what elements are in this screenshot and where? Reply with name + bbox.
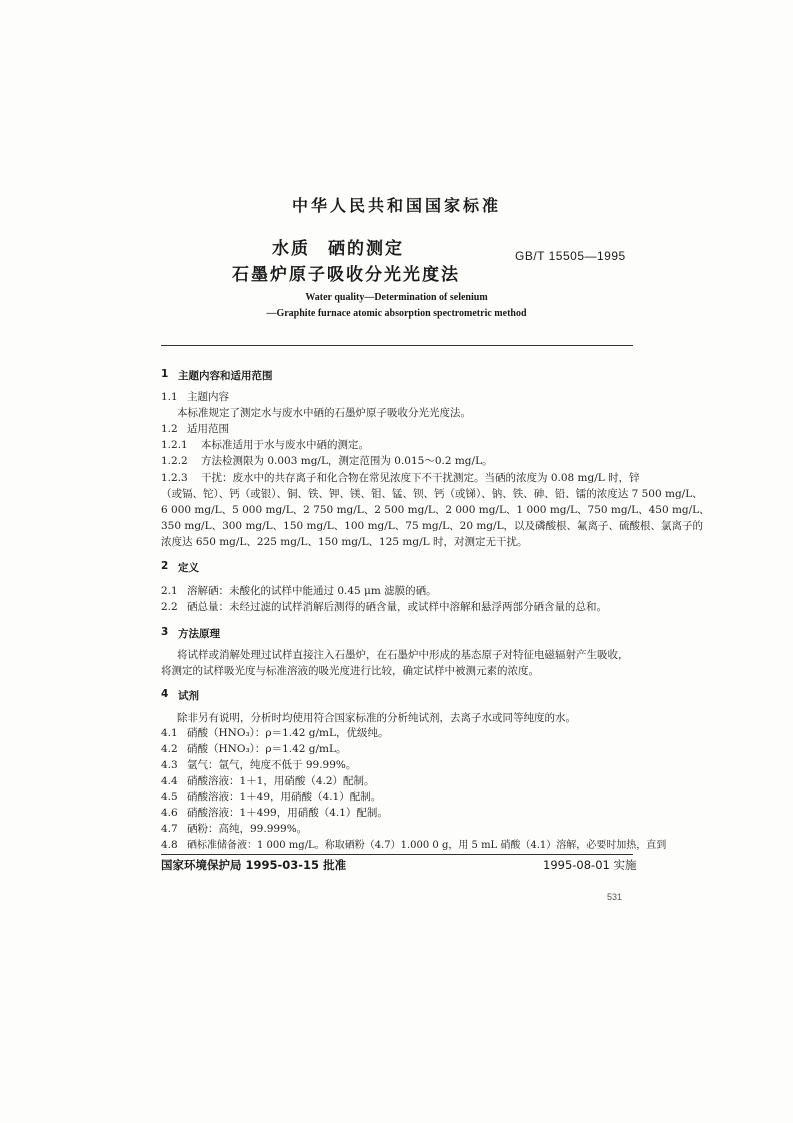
english-title-line1: Water quality—Determination of selenium (305, 292, 488, 303)
section-2-2-number: 2.2 (161, 601, 178, 613)
issuing-organization: 中华人民共和国国家标准 (291, 196, 501, 215)
section-3-title: 方法原理 (178, 628, 220, 640)
section-1-1-title: 主题内容 (187, 391, 229, 403)
reagent-4-3-number: 4.3 (161, 759, 178, 771)
section-2-2-body: 硒总量：未经过滤的试样消解后测得的硒含量，或试样中溶解和悬浮两部分硒含量的总和。 (187, 601, 607, 613)
reagent-4-1-body: 硝酸（HNO₃）：ρ＝1.42 g/mL，优级纯。 (187, 727, 389, 739)
section-1-2-3-line3: 6 000 mg/L、5 000 mg/L、2 750 mg/L、2 500 mg/L、2 000 mg/L、1 000 mg/L、750 mg/L、450 mg/L、 (161, 504, 710, 516)
reagent-4-5-number: 4.5 (161, 791, 178, 803)
reagent-4-8-body: 硒标准储备液：1 000 mg/L。称取硒粉（4.7）1.000 0 g，用 5 mL 硝酸（4.1）溶解，必要时加热，直到 (187, 840, 667, 851)
reagent-4-3-body: 氩气：氩气，纯度不低于 99.99%。 (187, 759, 357, 771)
section-4-number: 4 (161, 688, 169, 700)
reagent-4-6-number: 4.6 (161, 807, 178, 819)
section-1-title: 主题内容和适用范围 (178, 370, 273, 382)
section-1-1-body: 本标准规定了测定水与废水中硒的石墨炉原子吸收分光光度法。 (177, 407, 471, 419)
section-2-title: 定义 (178, 562, 199, 574)
standard-number: GB/T 15505—1995 (515, 249, 626, 263)
reagent-4-7-body: 硒粉：高纯，99.999%。 (187, 823, 308, 835)
section-4-title: 试剂 (178, 690, 199, 702)
standard-title-line2: 石墨炉原子吸收分光光度法 (232, 265, 460, 285)
reagent-4-6-body: 硝酸溶液：1＋499，用硝酸（4.1）配制。 (187, 807, 388, 819)
section-2-number: 2 (161, 560, 169, 572)
section-3-number: 3 (161, 626, 169, 638)
reagent-4-4-number: 4.4 (161, 775, 178, 787)
section-1-2-number: 1.2 (161, 423, 178, 435)
section-1-2-2-number: 1.2.2 (161, 455, 188, 467)
reagent-4-5-body: 硝酸溶液：1＋49，用硝酸（4.1）配制。 (187, 791, 382, 803)
reagent-4-2-body: 硝酸（HNO₃）：ρ＝1.42 g/mL。 (187, 743, 347, 755)
section-1-number: 1 (161, 368, 169, 380)
reagent-4-7-number: 4.7 (161, 823, 178, 835)
section-1-2-1-body: 本标准适用于水与废水中硒的测定。 (201, 439, 369, 451)
section-1-2-3-line2: （或镉、铊）、钙（或银）、铜、铁、钾、镁、钼、锰、钡、钙（或锑）、钠、铁、砷、铅、镭的浓度达 7 500 mg/L、 (161, 488, 703, 500)
title-part1: 水质 (272, 239, 310, 259)
standard-title-line1 (272, 234, 404, 259)
section-4-intro: 除非另有说明，分析时均使用符合国家标准的分析纯试剂，去离子水或同等纯度的水。 (177, 712, 576, 724)
reagent-4-8-number: 4.8 (161, 839, 178, 851)
reagent-4-1-number: 4.1 (161, 727, 178, 739)
english-title-line2: —Graphite furnace atomic absorption spectrometric method (266, 308, 527, 319)
header-divider (161, 345, 633, 346)
section-1-2-3-line4: 350 mg/L、300 mg/L、150 mg/L、100 mg/L、75 mg/L、20 mg/L，以及磷酸根、氟离子、硫酸根、氯离子的 (161, 520, 704, 532)
section-1-2-1-number: 1.2.1 (161, 439, 188, 451)
approval-info: 国家环境保护局 1995-03-15 批准 (161, 858, 347, 872)
section-1-2-title: 适用范围 (187, 423, 229, 435)
reagent-4-4-body: 硝酸溶液：1＋1，用硝酸（4.2）配制。 (187, 775, 375, 787)
section-1-1-number: 1.1 (161, 391, 178, 403)
section-2-1-body: 溶解硒：未酸化的试样中能通过 0.45 μm 滤膜的硒。 (187, 585, 437, 597)
page-number: 531 (607, 892, 623, 902)
section-1-2-3-line1: 干扰：废水中的共存离子和化合物在常见浓度下不干扰测定。当硒的浓度为 0.08 mg/L 时，锌 (201, 472, 640, 484)
title-part2: 硒的测定 (328, 239, 404, 259)
section-1-2-3-number: 1.2.3 (161, 472, 188, 484)
section-2-1-number: 2.1 (161, 585, 178, 597)
section-3-line2: 将测定的试样吸光度与标准溶液的吸光度进行比较，确定试样中被测元素的浓度。 (161, 665, 539, 677)
section-1-2-2-body: 方法检测限为 0.003 mg/L，测定范围为 0.015～0.2 mg/L。 (201, 455, 493, 467)
footer-divider (161, 854, 633, 855)
section-1-2-3-line5: 浓度达 650 mg/L、225 mg/L、150 mg/L、125 mg/L 时，对测定无干扰。 (161, 536, 528, 548)
implementation-date: 1995-08-01 实施 (543, 858, 637, 872)
reagent-4-2-number: 4.2 (161, 743, 178, 755)
section-3-line1: 将试样或消解处理过试样直接注入石墨炉，在石墨炉中形成的基态原子对特征电磁辐射产生吸收， (177, 649, 629, 661)
